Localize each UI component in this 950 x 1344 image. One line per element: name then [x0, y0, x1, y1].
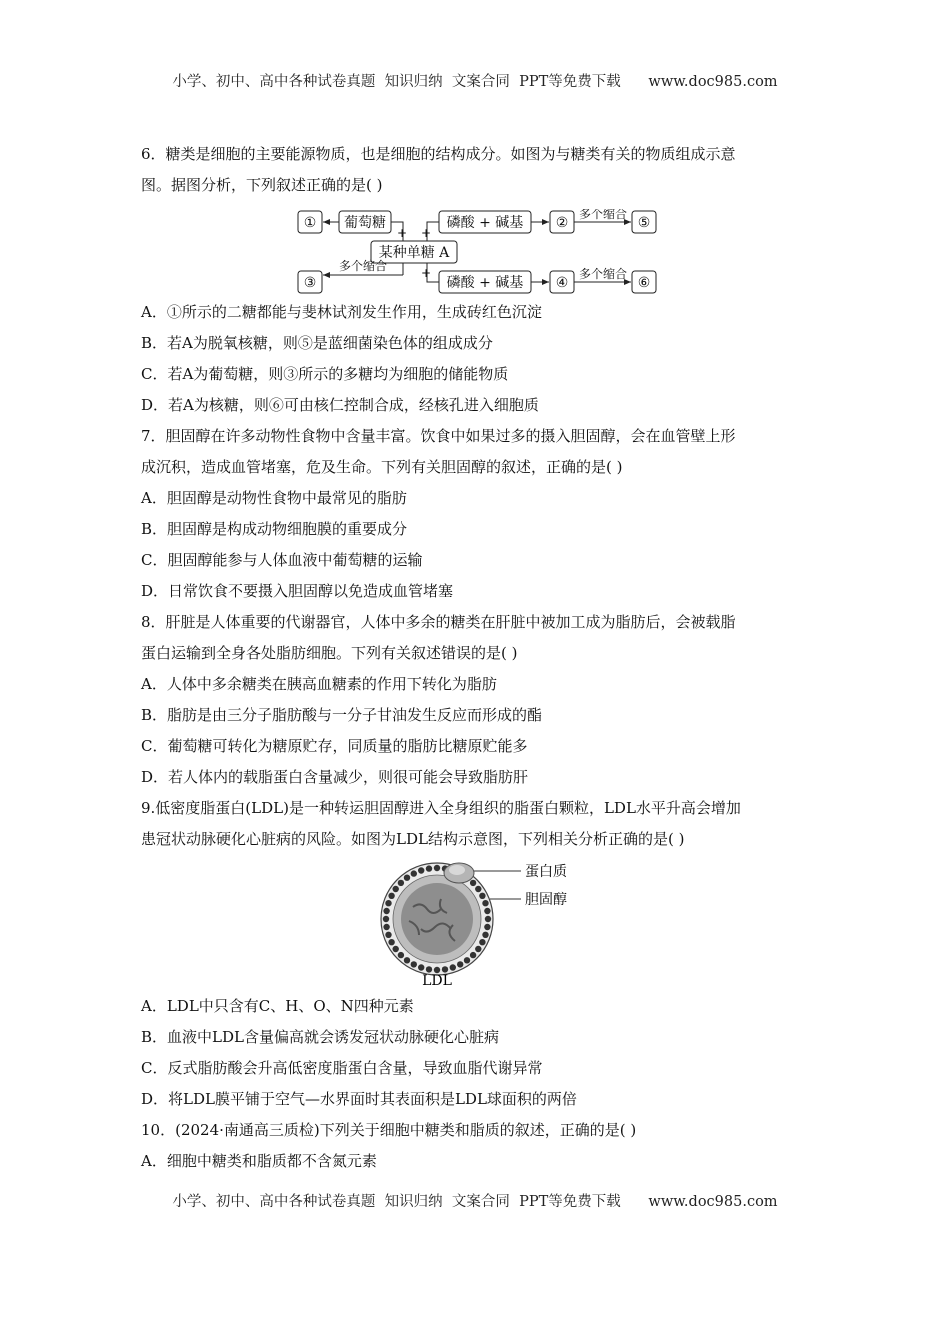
q9-option-b: B．血液中LDL含量偏高就会诱发冠状动脉硬化心脏病: [141, 1028, 499, 1046]
q6-stem-line-2: 图。据图分析，下列叙述正确的是( ): [141, 176, 383, 194]
diagram-node-4: ④: [555, 275, 569, 291]
q6-option-b: B．若A为脱氧核糖，则⑤是蓝细菌染色体的组成成分: [141, 334, 493, 352]
phospholipid-head: [385, 900, 391, 906]
ldl-particle-image: [381, 863, 493, 975]
q7-option-d: D．日常饮食不要摄入胆固醇以免造成血管堵塞: [141, 582, 454, 600]
phospholipid-head: [388, 939, 394, 945]
phospholipid-head: [482, 932, 488, 938]
q8-option-d: D．若人体内的载脂蛋白含量减少，则很可能会导致脂肪肝: [141, 768, 529, 786]
phospholipid-head: [385, 932, 391, 938]
q7-option-a: A．胆固醇是动物性食物中最常见的脂肪: [141, 489, 407, 507]
phospholipid-head: [393, 886, 399, 892]
q8-option-b: B．脂肪是由三分子脂肪酸与一分子甘油发生反应而形成的酯: [141, 706, 543, 724]
phospholipid-head: [404, 875, 410, 881]
q9-option-d: D．将LDL膜平铺于空气—水界面时其表面积是LDL球面积的两倍: [141, 1090, 577, 1108]
diagram-condensation-1: 多个缩合: [578, 209, 628, 221]
phospholipid-head: [442, 966, 448, 972]
phospholipid-head: [479, 939, 485, 945]
phospholipid-head: [404, 957, 410, 963]
diagram-glucose: 葡萄糖: [344, 215, 386, 231]
phospholipid-head: [411, 870, 417, 876]
diagram-plus-1: +: [397, 226, 408, 240]
q7-stem-line-2: 成沉积，造成血管堵塞，危及生命。下列有关胆固醇的叙述，正确的是( ): [141, 458, 623, 476]
diagram-node-6: ⑥: [637, 275, 651, 291]
phospholipid-head: [485, 916, 491, 922]
page-footer: 小学、初中、高中各种试卷真题 知识归纳 文案合同 PPT等免费下载 www.doc985.com: [172, 1194, 778, 1210]
question-content: [141, 143, 811, 1181]
phospholipid-head: [434, 865, 440, 871]
diagram-phosphate-base-2: 磷酸 + 碱基: [446, 275, 524, 291]
page-header: 小学、初中、高中各种试卷真题 知识归纳 文案合同 PPT等免费下载 www.doc985.com: [172, 74, 778, 90]
diagram-monosaccharide-a: 某种单糖 A: [378, 245, 450, 261]
figure-caption-ldl: LDL: [422, 973, 452, 987]
q7-stem-line-1: 7．胆固醇在许多动物性食物中含量丰富。饮食中如果过多的摄入胆固醇，会在血管壁上形: [141, 427, 736, 445]
phospholipid-head: [383, 924, 389, 930]
phospholipid-head: [393, 946, 399, 952]
q6-option-c: C．若A为葡萄糖，则③所示的多糖均为细胞的储能物质: [141, 365, 509, 383]
phospholipid-head: [470, 880, 476, 886]
diagram-node-5: ⑤: [637, 215, 651, 231]
phospholipid-head: [482, 900, 488, 906]
q9-option-a: A．LDL中只含有C、H、O、N四种元素: [141, 997, 414, 1015]
q8-stem-line-1: 8．肝脏是人体重要的代谢器官，人体中多余的糖类在肝脏中被加工成为脂肪后，会被载脂: [141, 613, 736, 631]
q8-stem-line-2: 蛋白运输到全身各处脂肪细胞。下列有关叙述错误的是( ): [141, 644, 518, 662]
q6-stem-line-1: 6．糖类是细胞的主要能源物质，也是细胞的结构成分。如图为与糖类有关的物质组成示意: [141, 145, 736, 163]
phospholipid-head: [426, 865, 432, 871]
phospholipid-head: [398, 952, 404, 958]
phospholipid-head: [411, 961, 417, 967]
phospholipid-head: [418, 964, 424, 970]
ldl-structure-figure: [141, 859, 811, 987]
diagram-node-1: ①: [303, 215, 317, 231]
q9-stem-line-1: 9.低密度脂蛋白(LDL)是一种转运胆固醇进入全身组织的脂蛋白颗粒，LDL水平升高会增加: [141, 799, 741, 817]
q10-stem-line-1: 10．(2024·南通高三质检)下列关于细胞中糖类和脂质的叙述，正确的是( ): [141, 1121, 637, 1139]
q7-option-c: C．胆固醇能参与人体血液中葡萄糖的运输: [141, 551, 423, 569]
diagram-node-3: ③: [303, 275, 317, 291]
q6-option-a: A．①所示的二糖都能与斐林试剂发生作用，生成砖红色沉淀: [141, 303, 542, 321]
phospholipid-head: [475, 946, 481, 952]
phospholipid-head: [479, 893, 485, 899]
q7-option-b: B．胆固醇是构成动物细胞膜的重要成分: [141, 520, 408, 538]
phospholipid-head: [475, 886, 481, 892]
q8-option-a: A．人体中多余糖类在胰高血糖素的作用下转化为脂肪: [141, 675, 497, 693]
q9-option-c: C．反式脂肪酸会升高低密度脂蛋白含量，导致血脂代谢异常: [141, 1059, 543, 1077]
diagram-plus-2: +: [421, 226, 432, 240]
q6-option-d: D．若A为核糖，则⑥可由核仁控制合成，经核孔进入细胞质: [141, 396, 539, 414]
diagram-plus-3: +: [421, 266, 432, 280]
phospholipid-head: [388, 893, 394, 899]
phospholipid-head: [484, 924, 490, 930]
label-cholesterol: 胆固醇: [525, 892, 567, 908]
phospholipid-head: [398, 880, 404, 886]
q8-option-c: C．葡萄糖可转化为糖原贮存，同质量的脂肪比糖原贮能多: [141, 737, 528, 755]
phospholipid-head: [383, 908, 389, 914]
phospholipid-head: [484, 908, 490, 914]
diagram-node-2: ②: [555, 215, 569, 231]
phospholipid-head: [457, 961, 463, 967]
phospholipid-head: [426, 966, 432, 972]
diagram-condensation-3: 多个缩合: [338, 259, 388, 273]
q10-option-a: A．细胞中糖类和脂质都不含氮元素: [141, 1152, 377, 1170]
phospholipid-head: [383, 916, 389, 922]
phospholipid-head: [464, 957, 470, 963]
phospholipid-head: [450, 964, 456, 970]
diagram-condensation-2: 多个缩合: [578, 267, 628, 281]
diagram-phosphate-base-1: 磷酸 + 碱基: [446, 215, 524, 231]
phospholipid-head: [470, 952, 476, 958]
q6-diagram: [141, 209, 811, 295]
phospholipid-head: [418, 867, 424, 873]
label-protein: 蛋白质: [525, 864, 567, 880]
q9-stem-line-2: 患冠状动脉硬化心脏病的风险。如图为LDL结构示意图，下列相关分析正确的是( ): [141, 830, 685, 848]
